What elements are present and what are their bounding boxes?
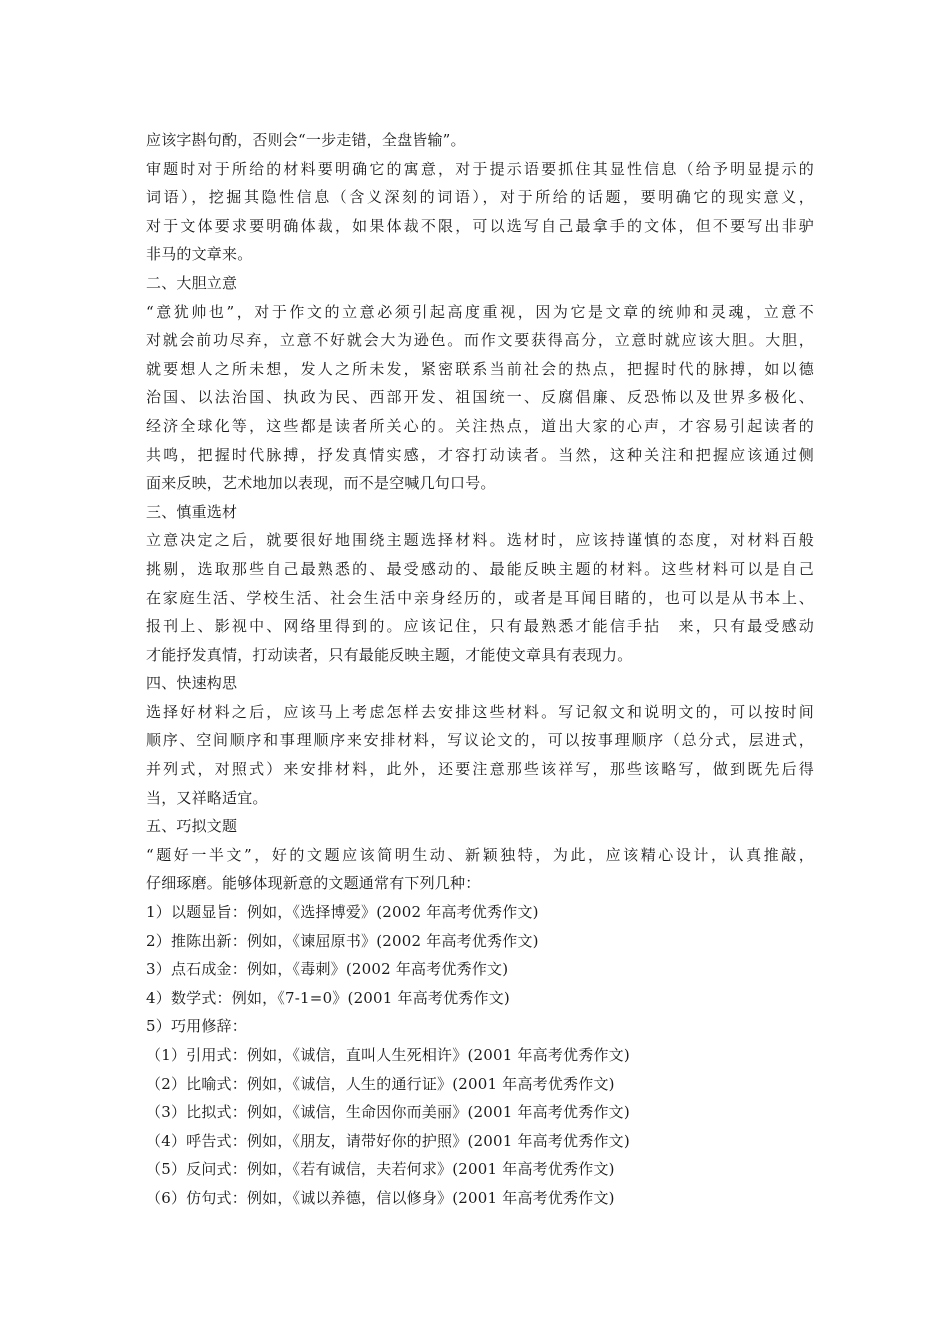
text-line: 才能抒发真情，打动读者，只有最能反映主题，才能使文章具有表现力。 [146, 645, 633, 664]
text-line: “意犹帅也”，对于作文的立意必须引起高度重视，因为它是文章的统帅和灵魂，立意不 [146, 302, 814, 321]
text-line: 在家庭生活、学校生活、社会生活中亲身经历的，或者是耳闻目睹的，也可以是从书本上、 [146, 588, 814, 607]
text-line: 1）以题显旨：例如，《选择博爱》(2002 年高考优秀作文) [146, 903, 539, 922]
text-line: （5）反问式：例如，《若有诚信，夫若何求》(2001 年高考优秀作文) [146, 1160, 615, 1179]
text-line: 挑剔，选取那些自己最熟悉的、最受感动的、最能反映主题的材料。这些材料可以是自己 [146, 559, 814, 578]
text-line: 面来反映，艺术地加以表现，而不是空喊几句口号。 [146, 474, 496, 493]
text-line: 应该字斟句酌，否则会“一步走错，全盘皆输”。 [146, 131, 466, 149]
text-line: 并列式，对照式）来安排材料，此外，还要注意那些该祥写，那些该略写，做到既先后得 [146, 760, 814, 779]
text-line: 共鸣，把握时代脉搏，抒发真情实感，才容打动读者。当然，这种关注和把握应该通过侧 [146, 445, 814, 464]
text-line: 报刊上、影视中、网络里得到的。应该记住，只有最熟悉才能信手拈 来，只有最受感动 [146, 617, 814, 636]
text-line: 经济全球化等，这些都是读者所关心的。关注热点，道出大家的心声，才容易引起读者的 [146, 416, 814, 435]
text-line: 三、慎重选材 [146, 502, 238, 521]
text-line: 对就会前功尽弃，立意不好就会大为逊色。而作文要获得高分，立意时就应该大胆。大胆， [146, 331, 814, 350]
text-line: 3）点石成金：例如，《毒刺》(2002 年高考优秀作文) [146, 960, 509, 979]
text-line: （6）仿句式：例如，《诚以养德，信以修身》(2001 年高考优秀作文) [146, 1188, 615, 1207]
text-line: 就要想人之所未想，发人之所未发，紧密联系当前社会的热点，把握时代的脉搏，如以德 [146, 359, 814, 378]
text-line: 顺序、空间顺序和事理顺序来安排材料，写议论文的，可以按事理顺序（总分式，层进式， [146, 731, 814, 750]
text-line: 四、快速构思 [146, 674, 238, 693]
text-line: （4）呼告式：例如，《朋友，请带好你的护照》(2001 年高考优秀作文) [146, 1131, 630, 1150]
text-line: 选择好材料之后，应该马上考虑怎样去安排这些材料。写记叙文和说明文的，可以按时间 [146, 702, 814, 721]
text-line: 当，又祥略适宜。 [146, 788, 268, 807]
text-line: 立意决定之后，就要很好地围绕主题选择材料。选材时，应该持谨慎的态度，对材料百般 [146, 531, 814, 550]
text-line: 五、巧拟文题 [146, 817, 238, 836]
text-line: 仔细琢磨。能够体现新意的文题通常有下列几种： [146, 874, 481, 893]
text-line: 5）巧用修辞： [146, 1017, 247, 1036]
text-line: “题好一半文”，好的文题应该简明生动、新颖独特，为此，应该精心设计，认真推敲， [146, 845, 814, 864]
text-line: （3）比拟式：例如，《诚信，生命因你而美丽》(2001 年高考优秀作文) [146, 1103, 630, 1122]
text-line: 审题时对于所给的材料要明确它的寓意，对于提示语要抓住其显性信息（给予明显提示的 [146, 159, 814, 178]
text-line: 对于文体要求要明确体裁，如果体裁不限，可以选写自己最拿手的文体，但不要写出非驴 [146, 216, 814, 235]
text-line: 词语），挖掘其隐性信息（含义深刻的词语），对于所给的话题，要明确它的现实意义， [146, 188, 814, 207]
text-line: 治国、以法治国、执政为民、西部开发、祖国统一、反腐倡廉、反恐怖以及世界多极化、 [146, 388, 814, 407]
text-line: 2）推陈出新：例如，《谏屈原书》(2002 年高考优秀作文) [146, 931, 539, 950]
text-line: 非马的文章来。 [146, 245, 253, 264]
text-line: （2）比喻式：例如，《诚信，人生的通行证》(2001 年高考优秀作文) [146, 1074, 615, 1093]
document-body [146, 126, 814, 1213]
text-line: 二、大胆立意 [146, 273, 238, 292]
text-line: （1）引用式：例如，《诚信，直叫人生死相许》(2001 年高考优秀作文) [146, 1046, 630, 1064]
text-line: 4）数学式：例如，《7-1=0》(2001 年高考优秀作文) [146, 988, 510, 1007]
